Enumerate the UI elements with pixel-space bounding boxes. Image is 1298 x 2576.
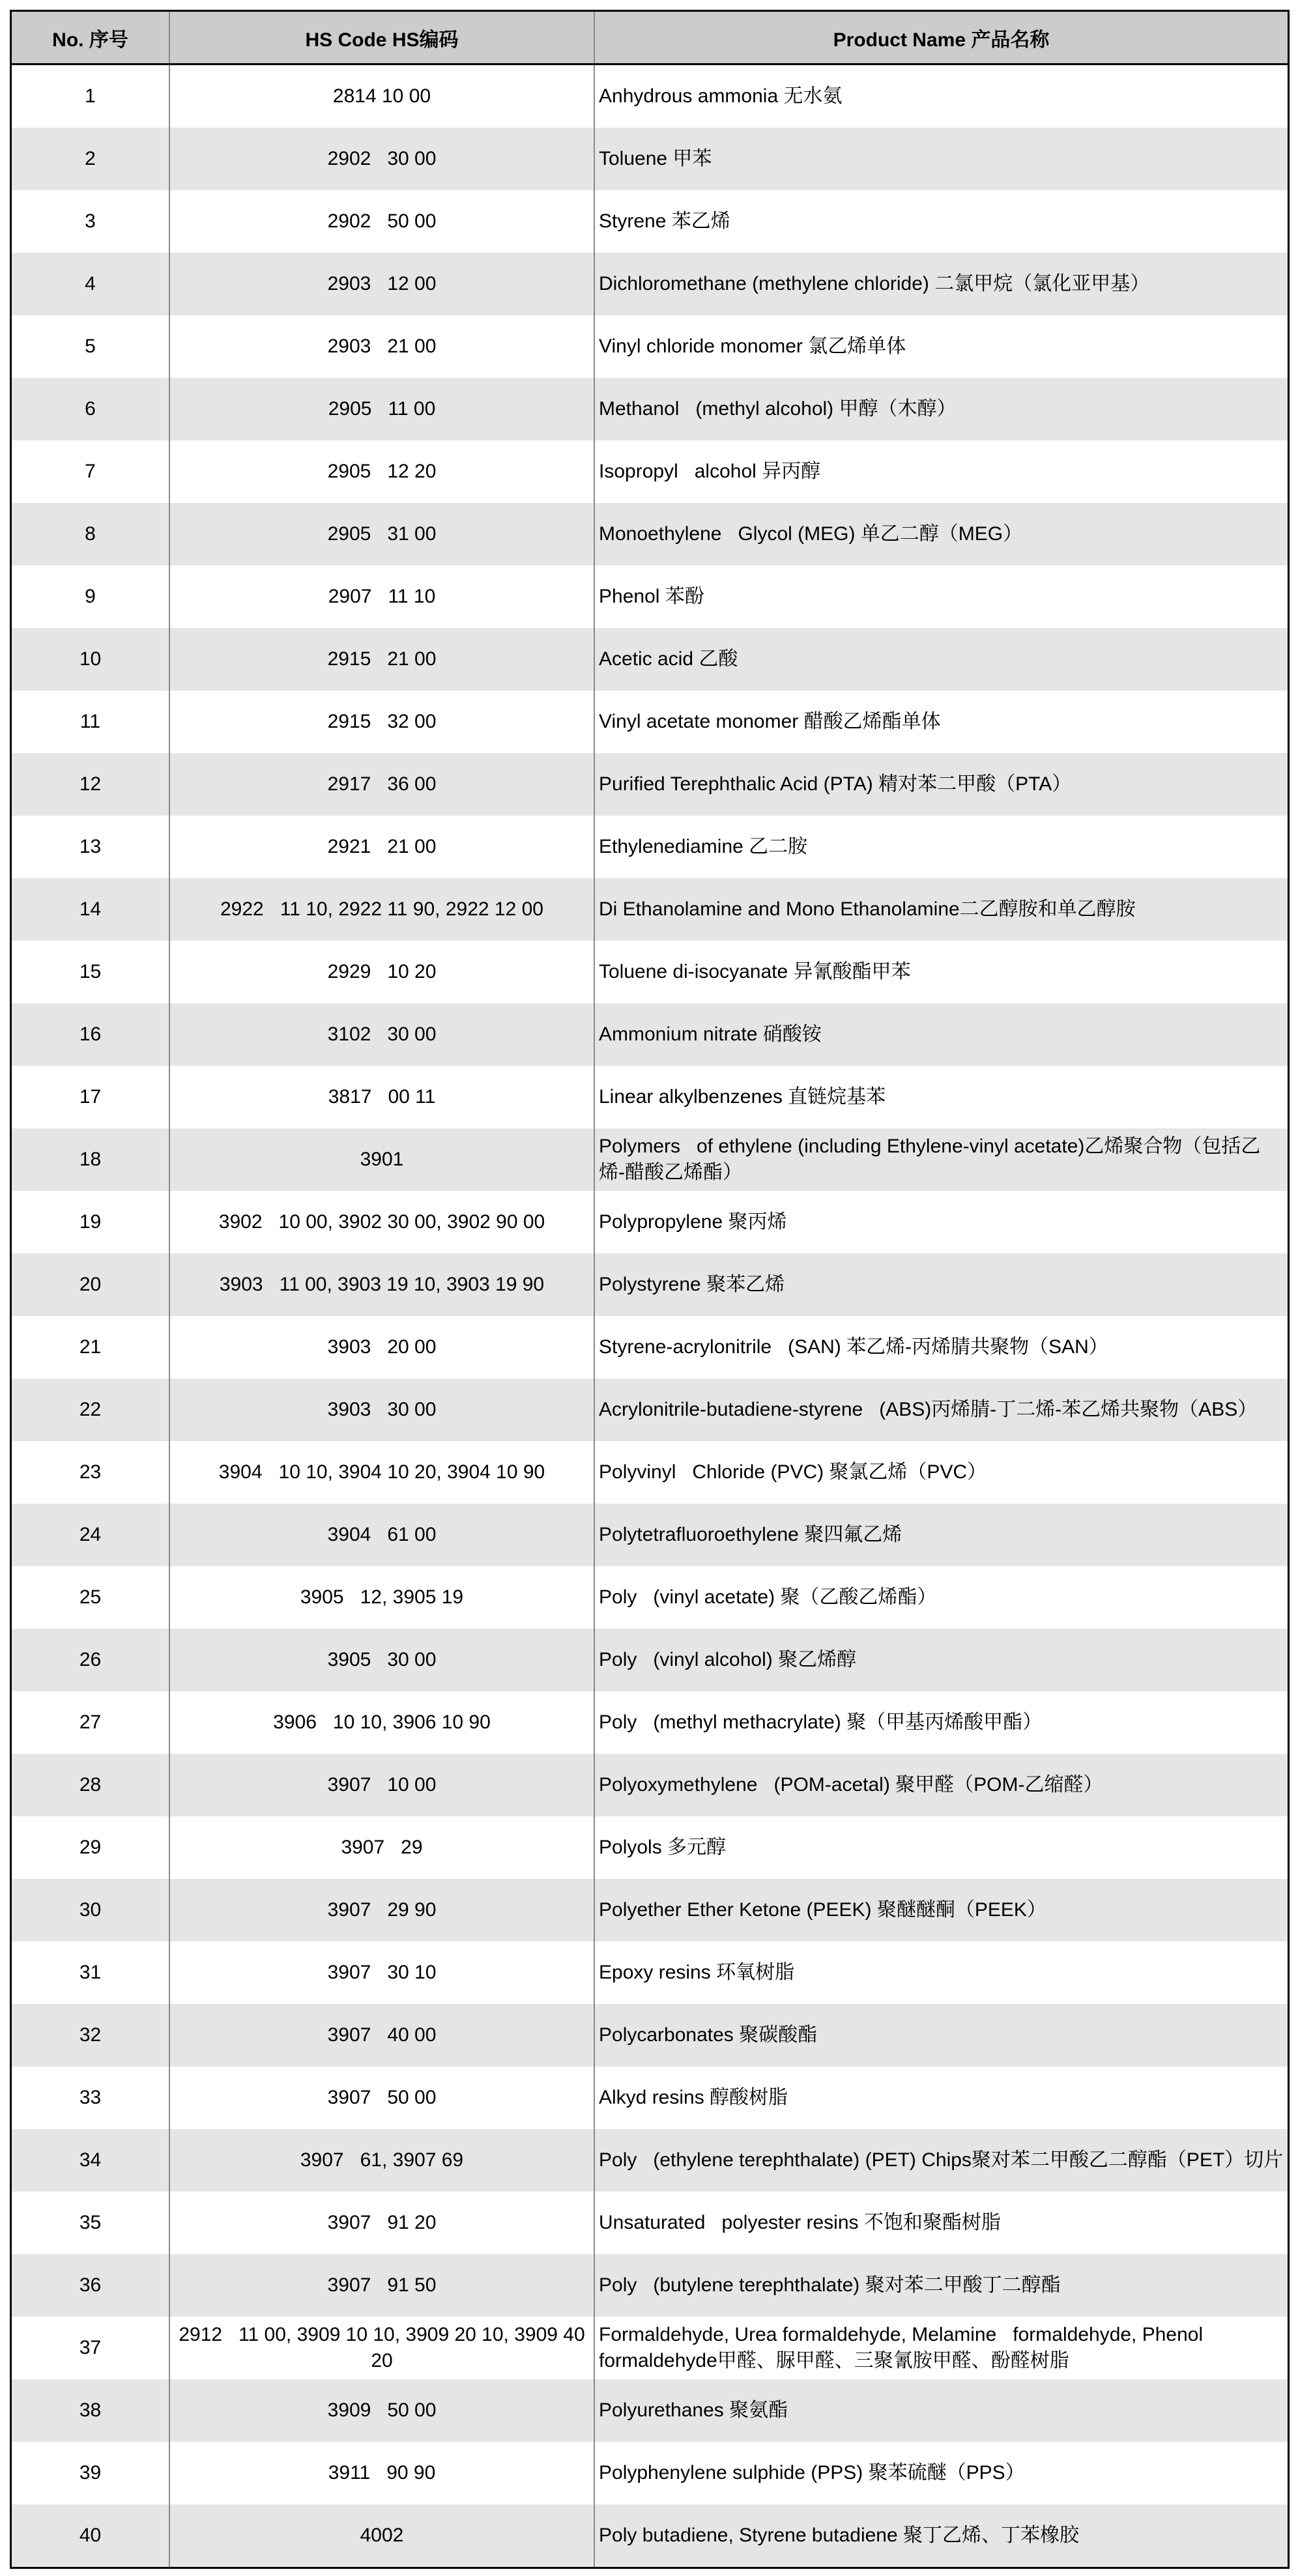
table-header-row xyxy=(12,12,1288,65)
table-row xyxy=(12,2254,1288,2317)
table-row xyxy=(12,878,1288,941)
hs-code-cell: 3903 20 00 xyxy=(170,1316,595,1379)
table-row xyxy=(12,2129,1288,2192)
product-name-cell: Polyols 多元醇 xyxy=(599,1837,727,1858)
hs-code-cell: 3901 xyxy=(170,1128,595,1191)
row-number: 24 xyxy=(12,1504,170,1566)
hs-code-cell: 3903 30 00 xyxy=(170,1379,595,1441)
product-name-cell: Epoxy resins 环氧树脂 xyxy=(599,1962,795,1983)
row-number: 6 xyxy=(12,378,170,440)
row-number: 14 xyxy=(12,878,170,941)
table-row xyxy=(12,565,1288,628)
product-name-cell: Polytetrafluoroethylene 聚四氟乙烯 xyxy=(599,1524,902,1545)
hs-code-cell: 3817 00 11 xyxy=(170,1066,595,1128)
hs-code-cell: 3903 11 00, 3903 19 10, 3903 19 90 xyxy=(170,1253,595,1316)
product-name-cell: Polystyrene 聚苯乙烯 xyxy=(599,1274,785,1295)
product-name-cell: Polyurethanes 聚氨酯 xyxy=(599,2399,788,2421)
product-name-cell: Poly (ethylene terephthalate) (PET) Chips聚对苯二甲酸乙二醇酯（PET）切片 xyxy=(599,2149,1284,2171)
table-row xyxy=(12,2004,1288,2067)
hs-code-cell: 2905 11 00 xyxy=(170,378,595,440)
product-name-cell: Isopropyl alcohol 异丙醇 xyxy=(599,461,821,482)
row-number: 18 xyxy=(12,1128,170,1191)
hs-code-cell: 2917 36 00 xyxy=(170,753,595,816)
hs-code-cell: 3911 90 90 xyxy=(170,2442,595,2504)
hs-code-cell: 2905 31 00 xyxy=(170,503,595,565)
row-number: 4 xyxy=(12,253,170,315)
row-number: 13 xyxy=(12,816,170,878)
table-row xyxy=(12,691,1288,753)
table-row xyxy=(12,2504,1288,2567)
row-number: 3 xyxy=(12,190,170,253)
product-name-cell: Acrylonitrile-butadiene-styrene (ABS)丙烯腈-丁二烯-苯乙烯共聚物（ABS） xyxy=(599,1399,1258,1420)
product-name-cell: Toluene di-isocyanate 异氰酸酯甲苯 xyxy=(599,961,911,982)
row-number: 10 xyxy=(12,628,170,691)
product-name-cell: Monoethylene Glycol (MEG) 单乙二醇（MEG） xyxy=(599,523,1023,545)
row-number: 40 xyxy=(12,2504,170,2567)
header-no: No. 序号 xyxy=(12,12,170,63)
table-row xyxy=(12,1691,1288,1754)
row-number: 19 xyxy=(12,1191,170,1253)
header-product-name: Product Name 产品名称 xyxy=(833,29,1050,51)
row-number: 23 xyxy=(12,1441,170,1504)
hs-code-cell: 2912 11 00, 3909 10 10, 3909 20 10, 3909 40 20 xyxy=(170,2317,595,2379)
hs-code-cell: 2905 12 20 xyxy=(170,440,595,503)
product-name-cell: Di Ethanolamine and Mono Ethanolamine二乙醇胺和单乙醇胺 xyxy=(599,898,1136,920)
row-number: 12 xyxy=(12,753,170,816)
product-name-cell: Polymers of ethylene (including Ethylene-vinyl acetate)乙烯聚合物（包括乙烯-醋酸乙烯酯） xyxy=(599,1136,1261,1183)
hs-code-cell: 3907 29 90 xyxy=(170,1879,595,1941)
product-name-cell: Dichloromethane (methylene chloride) 二氯甲烷（氯化亚甲基） xyxy=(599,273,1150,294)
table-row xyxy=(12,1191,1288,1253)
row-number: 31 xyxy=(12,1941,170,2004)
hs-code-product-table xyxy=(10,10,1290,2569)
hs-code-cell: 3909 50 00 xyxy=(170,2379,595,2442)
row-number: 30 xyxy=(12,1879,170,1941)
hs-code-cell: 2903 21 00 xyxy=(170,315,595,378)
hs-code-cell: 3907 91 50 xyxy=(170,2254,595,2317)
table-body xyxy=(12,65,1288,2567)
hs-code-cell: 2903 12 00 xyxy=(170,253,595,315)
hs-code-cell: 3904 10 10, 3904 10 20, 3904 10 90 xyxy=(170,1441,595,1504)
hs-code-cell: 4002 xyxy=(170,2504,595,2567)
product-name-cell: Alkyd resins 醇酸树脂 xyxy=(599,2087,788,2108)
row-number: 5 xyxy=(12,315,170,378)
table-row xyxy=(12,2067,1288,2129)
hs-code-cell: 3102 30 00 xyxy=(170,1003,595,1066)
table-row xyxy=(12,1941,1288,2004)
product-name-cell: Acetic acid 乙酸 xyxy=(599,648,738,670)
row-number: 7 xyxy=(12,440,170,503)
row-number: 33 xyxy=(12,2067,170,2129)
hs-code-cell: 2907 11 10 xyxy=(170,565,595,628)
row-number: 28 xyxy=(12,1754,170,1816)
product-name-cell: Anhydrous ammonia 无水氨 xyxy=(599,85,843,107)
table-row xyxy=(12,816,1288,878)
row-number: 25 xyxy=(12,1566,170,1629)
row-number: 39 xyxy=(12,2442,170,2504)
product-name-cell: Formaldehyde, Urea formaldehyde, Melamine formaldehyde, Phenol formaldehyde甲醛、脲甲醛、三聚氰胺甲醛、酚醛树脂 xyxy=(599,2324,1209,2371)
table-row xyxy=(12,378,1288,440)
table-row xyxy=(12,128,1288,190)
row-number: 36 xyxy=(12,2254,170,2317)
row-number: 9 xyxy=(12,565,170,628)
row-number: 11 xyxy=(12,691,170,753)
product-name-cell: Poly butadiene, Styrene butadiene 聚丁乙烯、丁苯橡胶 xyxy=(599,2525,1080,2546)
product-name-cell: Ammonium nitrate 硝酸铵 xyxy=(599,1023,822,1045)
table-row xyxy=(12,753,1288,816)
product-name-cell: Styrene-acrylonitrile (SAN) 苯乙烯-丙烯腈共聚物（SAN） xyxy=(599,1336,1108,1358)
product-name-cell: Methanol (methyl alcohol) 甲醇（木醇） xyxy=(599,398,957,420)
hs-code-cell: 3907 10 00 xyxy=(170,1754,595,1816)
table-row xyxy=(12,253,1288,315)
row-number: 20 xyxy=(12,1253,170,1316)
table-row xyxy=(12,2192,1288,2254)
product-name-cell: Polyvinyl Chloride (PVC) 聚氯乙烯（PVC） xyxy=(599,1461,987,1483)
hs-code-cell: 2922 11 10, 2922 11 90, 2922 12 00 xyxy=(170,878,595,941)
table-row xyxy=(12,1253,1288,1316)
table-row xyxy=(12,1504,1288,1566)
table-row xyxy=(12,190,1288,253)
hs-code-cell: 3907 30 10 xyxy=(170,1941,595,2004)
table-row xyxy=(12,941,1288,1003)
table-row xyxy=(12,1441,1288,1504)
hs-code-cell: 3905 12, 3905 19 xyxy=(170,1566,595,1629)
product-name-cell: Vinyl chloride monomer 氯乙烯单体 xyxy=(599,336,906,357)
row-number: 8 xyxy=(12,503,170,565)
product-name-cell: Polycarbonates 聚碳酸酯 xyxy=(599,2024,818,2046)
product-name-cell: Linear alkylbenzenes 直链烷基苯 xyxy=(599,1086,886,1108)
row-number: 27 xyxy=(12,1691,170,1754)
table-row xyxy=(12,1629,1288,1691)
table-row xyxy=(12,1816,1288,1879)
row-number: 22 xyxy=(12,1379,170,1441)
table-row xyxy=(12,440,1288,503)
row-number: 15 xyxy=(12,941,170,1003)
hs-code-cell: 3904 61 00 xyxy=(170,1504,595,1566)
hs-code-cell: 3907 61, 3907 69 xyxy=(170,2129,595,2192)
row-number: 34 xyxy=(12,2129,170,2192)
product-name-cell: Purified Terephthalic Acid (PTA) 精对苯二甲酸（PTA） xyxy=(599,773,1072,795)
hs-code-cell: 2929 10 20 xyxy=(170,941,595,1003)
product-name-cell: Poly (vinyl acetate) 聚（乙酸乙烯酯） xyxy=(599,1586,937,1608)
hs-code-cell: 2915 32 00 xyxy=(170,691,595,753)
hs-code-cell: 3907 50 00 xyxy=(170,2067,595,2129)
table-row xyxy=(12,315,1288,378)
hs-code-cell: 2921 21 00 xyxy=(170,816,595,878)
table-row xyxy=(12,2379,1288,2442)
table-row xyxy=(12,1566,1288,1629)
hs-code-cell: 3907 40 00 xyxy=(170,2004,595,2067)
hs-code-cell: 2915 21 00 xyxy=(170,628,595,691)
table-row xyxy=(12,1379,1288,1441)
table-row xyxy=(12,65,1288,128)
table-row xyxy=(12,2442,1288,2504)
product-name-cell: Vinyl acetate monomer 醋酸乙烯酯单体 xyxy=(599,711,941,732)
product-name-cell: Unsaturated polyester resins 不饱和聚酯树脂 xyxy=(599,2212,1001,2233)
row-number: 16 xyxy=(12,1003,170,1066)
row-number: 37 xyxy=(12,2317,170,2379)
product-name-cell: Poly (butylene terephthalate) 聚对苯二甲酸丁二醇酯 xyxy=(599,2274,1061,2296)
product-name-cell: Polyphenylene sulphide (PPS) 聚苯硫醚（PPS） xyxy=(599,2462,1025,2483)
header-hs-code: HS Code HS编码 xyxy=(170,12,595,63)
table-row xyxy=(12,503,1288,565)
product-name-cell: Polyether Ether Ketone (PEEK) 聚醚醚酮（PEEK） xyxy=(599,1899,1046,1921)
product-name-cell: Polypropylene 聚丙烯 xyxy=(599,1211,787,1233)
hs-code-cell: 2902 50 00 xyxy=(170,190,595,253)
row-number: 35 xyxy=(12,2192,170,2254)
row-number: 1 xyxy=(12,65,170,128)
hs-code-cell: 3905 30 00 xyxy=(170,1629,595,1691)
product-name-cell: Phenol 苯酚 xyxy=(599,586,704,607)
row-number: 26 xyxy=(12,1629,170,1691)
hs-code-cell: 3907 29 xyxy=(170,1816,595,1879)
table-row xyxy=(12,1879,1288,1941)
product-name-cell: Poly (vinyl alcohol) 聚乙烯醇 xyxy=(599,1649,857,1670)
hs-code-cell: 3902 10 00, 3902 30 00, 3902 90 00 xyxy=(170,1191,595,1253)
product-name-cell: Poly (methyl methacrylate) 聚（甲基丙烯酸甲酯） xyxy=(599,1711,1043,1733)
hs-code-cell: 2902 30 00 xyxy=(170,128,595,190)
product-name-cell: Ethylenediamine 乙二胺 xyxy=(599,836,808,857)
table-row xyxy=(12,1128,1288,1191)
row-number: 2 xyxy=(12,128,170,190)
row-number: 32 xyxy=(12,2004,170,2067)
table-row xyxy=(12,1754,1288,1816)
table-row xyxy=(12,1066,1288,1128)
row-number: 38 xyxy=(12,2379,170,2442)
table-row xyxy=(12,1003,1288,1066)
product-name-cell: Styrene 苯乙烯 xyxy=(599,210,730,232)
table-row xyxy=(12,2317,1288,2379)
table-row xyxy=(12,1316,1288,1379)
table-row xyxy=(12,628,1288,691)
row-number: 17 xyxy=(12,1066,170,1128)
hs-code-cell: 3907 91 20 xyxy=(170,2192,595,2254)
hs-code-cell: 3906 10 10, 3906 10 90 xyxy=(170,1691,595,1754)
product-name-cell: Polyoxymethylene (POM-acetal) 聚甲醛（POM-乙缩醛） xyxy=(599,1774,1103,1796)
row-number: 21 xyxy=(12,1316,170,1379)
hs-code-cell: 2814 10 00 xyxy=(170,65,595,128)
product-name-cell: Toluene 甲苯 xyxy=(599,148,712,169)
row-number: 29 xyxy=(12,1816,170,1879)
